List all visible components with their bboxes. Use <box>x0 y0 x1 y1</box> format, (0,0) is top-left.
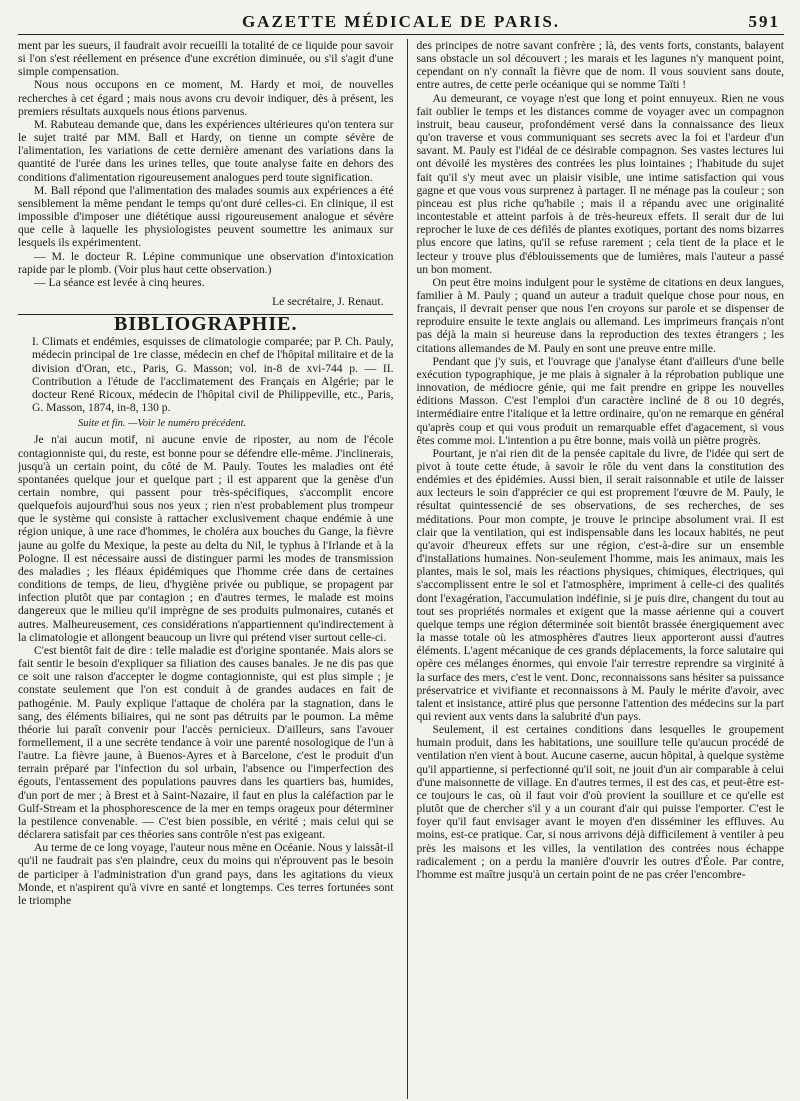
paragraph: M. Ball répond que l'alimentation des malades soumis aux expériences a été sensiblement la même pendant le temps qu'ont duré celles-ci. En clinique, il est impossible d'imposer une diététique aussi rigoureusement analogue et sévère que celle à laquelle les physiologistes peuvent soumettre les animaux sur lesquels ils expérimentent. <box>18 183 394 250</box>
page-number: 591 <box>748 12 780 31</box>
paragraph: des principes de notre savant confrère ; là, des vents forts, constants, balayent sans obstacle un sol découvert ; les marais et les lagunes n'y manquent point, cependant on n'y connaît la fièvre que de nom. Il vous souvient sans doute, entre autres, de cette perle océanique qui se nomme Taïti ! <box>416 39 784 92</box>
paragraph: Au terme de ce long voyage, l'auteur nous mène en Océanie. Nous y laissât-il qu'il ne faudrait pas s'en plaindre, ceux du moins qui n'éprouvent pas le besoin de participer à l'administration d'un grand pays, dans les agitations du vieux Monde, et n'aspirent qu'à vivre en santé et longtemps. Ces terres fortunées sont le triomphe <box>18 841 394 907</box>
paragraph: C'est bientôt fait de dire : telle maladie est d'origine spontanée. Mais alors se fait sentir le besoin d'expliquer sa filiation des causes banales. Je ne dis pas que ce soit une raison d'accepter le dogme contagionniste, qui est plus simple ; je constate seulement que l'on est conduit à de grandes audaces en fait de pathogénie. M. Pauly explique l'attaque de choléra par la stagnation, dans le sang, des éléments biliaires, qui ne sont pas détruits par le poumon. La même théorie lui paraît convenir pour l'accès pernicieux. D'ailleurs, sans l'avouer formellement, il a une secrète tendance à voir une parenté nosologique de l'un à l'autre. La fièvre jaune, à Buenos-Ayres et à Barcelone, c'est le produit d'un terrain préparé par l'infection du sol urbain, l'absence ou l'imperfection des égouts, l'entassement des populations pauvres dans les quartiers bas, humides, d'un port de mer ; à Brest et à Saint-Nazaire, il faut en plus la caléfaction par le Gulf-Stream et la phosphorescence de la mer en temps orageux pour déterminer la pestilence convenable. — C'est bien possible, en vérité ; mais celui qui se déclarera satisfait par ces théories sans contrôle n'est pas exigeant. <box>18 643 394 842</box>
paragraph: Nous nous occupons en ce moment, M. Hardy et moi, de nouvelles recherches à cet égard ; mais nous avons cru devoir indiquer, dès à présent, les premiers résultats auxquels nous étions parvenus. <box>18 78 394 118</box>
running-head <box>18 12 784 35</box>
paragraph: Seulement, il est certaines conditions dans lesquelles le groupement humain produit, dans les habitations, une souillure telle qu'aucun procédé de ventilation n'en vient à bout. Aucune caserne, aucun hôpital, à quelque système qu'il appartienne, si perfectionné qu'il soit, ne jouit d'un air comparable à celui d'une maisonnette de village. En d'autres termes, il est des cas, et peut-être est-ce toujours le cas, où il faut voir d'où provient la souillure et ce qu'elle est plutôt que de chercher s'il y a un courant d'air qui puisse l'emporter. C'est le foyer qu'il faut envisager avant le moyen d'en disséminer les effluves. Au moins, est-ce pratique. Car, si nous arrivons déjà difficilement à ventiler à peu près les maisons et les villes, la ventilation des contrées nous échappe radicalement ; on a perdu la manière d'ouvrir les outres d'Éole. Par contre, l'homme est maître jusqu'à un certain point de ne pas créer l'encombre- <box>416 723 784 881</box>
paragraph: — La séance est levée à cinq heures. <box>34 275 205 289</box>
paragraph: On peut être moins indulgent pour le système de citations en deux langues, familier à M. Pauly ; quand un auteur a traduit quelque chose pour nous, en français, il devrait penser que nous l'en croyons sur parole et se dispenser de reproduire ensuite le texte anglais ou allemand. Les imprimeurs français n'ont pas déjà la main si heureuse dans la reproduction des textes étrangers ; les citations allemandes de M. Pauly en sont une preuve entre mille. <box>416 275 784 355</box>
bibliography-text: I. Climats et endémies, esquisses de climatologie comparée; par P. Ch. Pauly, médecin principal de 1re classe, médecin en chef de l'hôpital militaire et de la division d'Oran, etc., Paris, G. Masson; vol. in-8 de xvi-744 p. — II. Contribution a l'étude de l'acclimatement des Français en Algérie; par le docteur René Ricoux, médecin de l'hôpital civil de Philippeville, etc., Paris, G. Masson, 1874, in-8, 130 p. <box>32 335 394 415</box>
paragraph: M. Rabuteau demande que, dans les expériences ultérieures qu'on tentera sur le sujet traité par MM. Ball et Hardy, on tienne un compte sévère de l'alimentation, les variations de cette dernière amenant des variations dans la quantité de l'urée dans les urines telles, que toute analyse faite en dehors des conditions d'alimentation rigoureusement analogues perd toute signification. <box>18 117 394 184</box>
left-column <box>18 39 393 1099</box>
continuation-note: Suite et fin. —Voir le numéro précédent. <box>78 418 247 430</box>
journal-title: GAZETTE MÉDICALE DE PARIS. <box>241 12 561 31</box>
paragraph: Au demeurant, ce voyage n'est que long et point ennuyeux. Rien ne vous fait oublier le temps et les distances comme de voyager avec un compagnon instruit, beau causeur, profondément versé dans la connaissance des lieux qu'on traverse et vous communiquant ses secrets avec la foi et l'ardeur d'un savant. M. Pauly est l'idéal de ce désirable compagnon. Ses vastes lectures lui ont dévoilé les mystères des contrées les plus lointaines ; l'habitude du sujet fait qu'il s'y meut avec un plaisir visible, une intime satisfaction qui vous gagne et que vous vous surprenez à partager. Il ne ménage pas la couleur ; son pinceau est plus riche qu'habile ; mais il a répandu avec une originalité incontestable et atteint parfois à de très-heureux effets. Il serait dur de lui reprocher le luxe de ces défilés de plantes exotiques, portant des noms bizarres plus encore que latins, qu'il se refuse rarement ; cela tient de la place et le lecteur y trouve plus d'éblouissements que de lumières, mais l'auteur a passé un bon moment. <box>416 91 784 276</box>
paragraph: ment par les sueurs, il faudrait avoir recueilli la totalité de ce liquide pour savoir si l'on s'est réellement en présence d'une excrétion diminuée, ou s'il s'agit d'une simple compensation. <box>18 39 394 79</box>
secretary-signature: Le secrétaire, J. Renaut. <box>272 294 384 308</box>
paragraph: Pendant que j'y suis, et l'ouvrage que j'analyse étant d'ailleurs d'une belle exécution typographique, je me plais à signaler à la réprobation publique une innovation, de médiocre génie, qui me fait prendre en grippe les nouvelles éditions Masson. C'est l'emploi d'un caractère incliné de 8 ou 10 degrés, intermédiaire entre l'italique et la lettre ordinaire, qu'on ne remarque en général qu'après coup et qui vous produit un remarquable effet d'agacement, si vous êtes comme moi. L'intention a pu être bonne, mais voilà un piètre progrès. <box>416 354 784 447</box>
columns <box>18 39 784 1099</box>
section-title: BIBLIOGRAPHIE. <box>113 313 298 336</box>
right-column <box>407 39 784 1099</box>
paragraph: — M. le docteur R. Lépine communique une observation d'intoxication rapide par le plomb. (Voir plus haut cette observation.) <box>18 249 394 276</box>
bibliography-entry <box>18 335 393 414</box>
paragraph: Je n'ai aucun motif, ni aucune envie de riposter, au nom de l'école contagionniste qui, du reste, est bonne pour se défendre elle-même. J'inclinerais, jusqu'à un certain point, du côté de M. Pauly. Toutes les maladies ont été spontanées quelque jour et quelque part ; il est apparent que la genèse d'un certain nombre, qui passent pour très-spécifiques, s'accomplit encore quelquefois aujourd'hui sous nos yeux ; rien n'est probablement plus trompeur que le système qui consiste à rattacher exclusivement chaque endémie à une région unique, à une race d'hommes, le choléra aux bouches du Gange, la fièvre jaune au golfe du Mexique, la peste au delta du Nil, le typhus à l'Irlande et à la Pologne. Il est nécessaire aussi de distinguer parmi les modes de transmission des maladies ; les fléaux épidémiques que l'homme crée dans de certaines conditions de temps, de lieu, d'hygiène privée ou publique, se propagent par infection plutôt que par contagion ; en d'autres termes, le malade est moins dangereux que le milieu qu'il imprègne de ses produits pulmonaires, cutanés et autres. Malheureusement, ces considérations n'appartiennent qu'indirectement à la climatologie et allongent beaucoup un livre qui prétend viser surtout celle-ci. <box>18 433 394 644</box>
paragraph: Pourtant, je n'ai rien dit de la pensée capitale du livre, de l'idée qui sert de pivot à toute cette étude, à savoir le rôle du vent dans la constitution des endémies et des épidémies. Aussi bien, il serait raisonnable et utile de laisser aux lecteurs le soin d'apprécier ce qui est proprement l'œuvre de M. Pauly, le résultat quintessencié de ses observations, de ses recherches, de ses méditations. Pour mon compte, je trouve le principe absolument vrai. Il est clair que la ventilation, qui est indispensable dans les locaux habités, ne peut qu'avoir d'heureux effets sur une région, c'est-à-dire sur un ensemble d'installations humaines. Non-seulement l'homme, mais les animaux, mais les plantes, mais le sol, mais les réactions physiques, chimiques, électriques, qui s'accomplissent entre le sol et l'atmosphère, impriment à celle-ci des qualités dont l'exagération, l'accumulation indéfinie, si je puis dire, changent du tout au tout ses propriétés normales et exigent que la masse aérienne qui a couvert quelque temps une région déterminée soit bientôt brassée énergiquement avec la masse totale où les atmosphères d'autres lieux apporteront aussi d'autres éléments. L'agent mécanique de ces grands déplacements, la force salutaire qui opère ces mélanges énormes, qui envoie l'air terrestre reprendre sa virginité à la surface des mers, c'est le vent. Donc, reconnaissons sans hésiter sa puissance préservatrice et vivifiante et reconnaissons à M. Pauly le mérite d'avoir, avec talent et insistance, attiré plus que personne l'attention des médecins sur la part qui revient aux vents dans la salubrité d'un pays. <box>416 446 784 723</box>
